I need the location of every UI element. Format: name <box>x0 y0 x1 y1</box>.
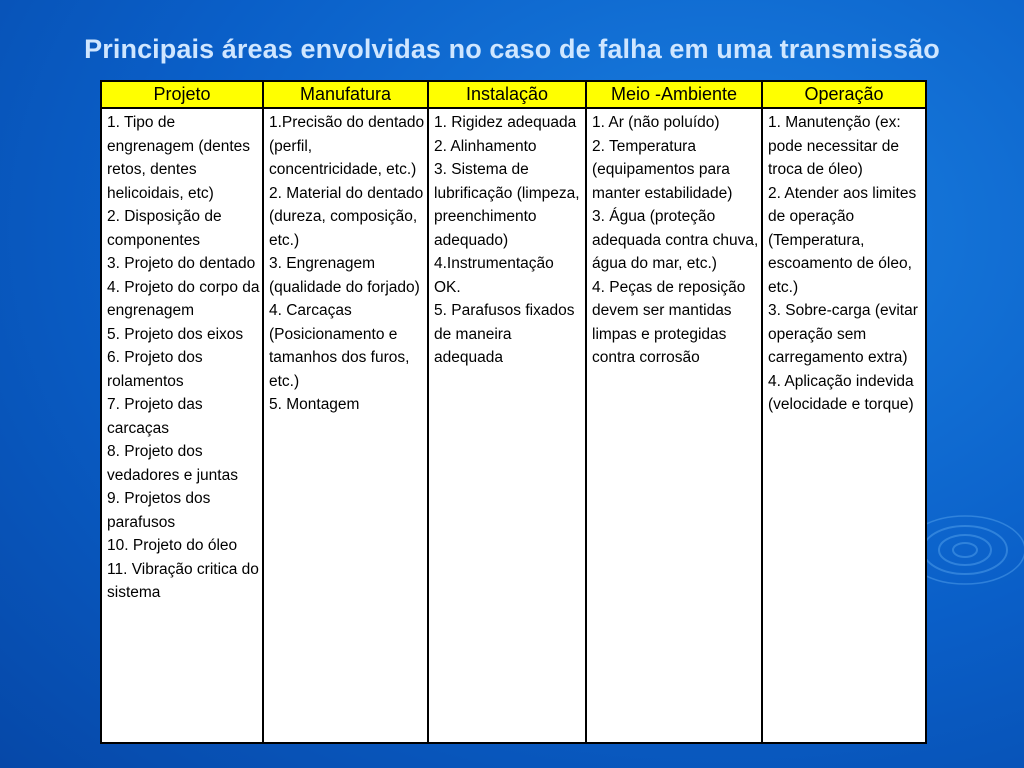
header-meio-ambiente: Meio -Ambiente <box>586 81 762 108</box>
list-item: 1.Precisão do dentado (perfil, concentricidade, etc.) <box>269 114 425 178</box>
header-instalacao: Instalação <box>428 81 586 108</box>
list-item: 1. Tipo de engrenagem (dentes retos, dentes helicoidais, etc) <box>107 114 251 202</box>
list-item: 2. Alinhamento <box>434 137 537 155</box>
list-item: 4. Carcaças (Posicionamento e tamanhos dos furos, etc.) <box>269 302 410 390</box>
list-item: 9. Projetos dos parafusos <box>107 490 211 531</box>
list-item: 2. Temperatura (equipamentos para manter estabilidade) <box>592 137 733 202</box>
list-item: 10. Projeto do óleo <box>107 537 238 554</box>
cell-projeto <box>101 108 263 743</box>
list-item: 3. Água (proteção adequada contra chuva, água do mar, etc.) <box>592 208 759 272</box>
cell-instalacao <box>428 108 586 743</box>
list-item: 4. Projeto do corpo da engrenagem <box>107 278 260 319</box>
list-item: 5. Montagem <box>269 396 360 413</box>
content-row <box>101 108 926 743</box>
header-projeto: Projeto <box>101 81 263 108</box>
list-item: 6. Projeto dos rolamentos <box>107 349 203 390</box>
cell-meio-ambiente <box>586 108 762 743</box>
list-item: 2. Disposição de componentes <box>107 208 222 249</box>
list-item: 3. Engrenagem (qualidade do forjado) <box>269 255 420 296</box>
cell-operacao <box>762 108 926 743</box>
list-item: 3. Sistema de lubrificação (limpeza, preenchimento adequado) <box>434 161 580 249</box>
list-item: 1. Ar (não poluído) <box>592 114 720 131</box>
failure-areas-table <box>100 80 927 744</box>
list-item: 4.Instrumentação OK. <box>434 255 554 296</box>
list-item: 5. Parafusos fixados de maneira adequada <box>434 302 575 366</box>
list-item: 4. Aplicação indevida (velocidade e torque) <box>768 372 914 413</box>
list-item: 8. Projeto dos vedadores e juntas <box>107 443 238 484</box>
cell-manufatura <box>263 108 428 743</box>
list-item: 11. Vibração critica do sistema <box>107 560 259 601</box>
slide-title: Principais áreas envolvidas no caso de falha em uma transmissão <box>84 34 940 64</box>
header-operacao: Operação <box>762 81 926 108</box>
header-manufatura: Manufatura <box>263 81 428 108</box>
list-item: 2. Atender aos limites de operação (Temperatura, escoamento de óleo, etc.) <box>768 184 917 296</box>
list-item: 3. Projeto do dentado <box>107 255 256 272</box>
list-item: 2. Material do dentado (dureza, composição, etc.) <box>269 184 424 249</box>
list-item: 7. Projeto das carcaças <box>107 396 203 437</box>
header-row <box>101 81 926 108</box>
list-item: 3. Sobre-carga (evitar operação sem carregamento extra) <box>768 302 918 366</box>
list-item: 1. Rigidez adequada <box>434 114 577 131</box>
list-item: 5. Projeto dos eixos <box>107 325 244 343</box>
list-item: 4. Peças de reposição devem ser mantidas limpas e protegidas contra corrosão <box>592 278 746 366</box>
list-item: 1. Manutenção (ex: pode necessitar de troca de óleo) <box>768 114 901 178</box>
